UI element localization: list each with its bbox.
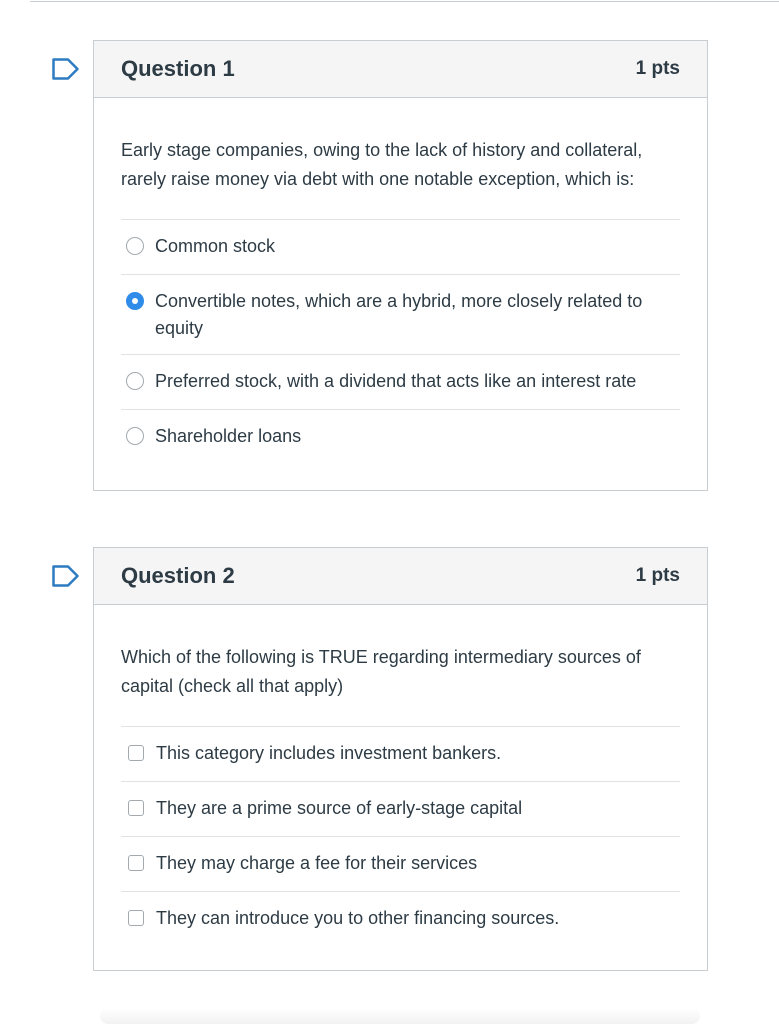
question-points: 1 pts	[635, 58, 680, 79]
checkbox[interactable]	[128, 800, 144, 816]
question-body	[94, 605, 707, 947]
checkbox[interactable]	[128, 910, 144, 926]
answer-option[interactable]	[121, 892, 680, 947]
question-title: Question 1	[121, 56, 235, 81]
answer-option[interactable]	[121, 837, 680, 892]
flag-question-icon[interactable]	[52, 565, 80, 587]
answer-option[interactable]	[121, 410, 680, 465]
question-header	[94, 41, 707, 98]
next-card-shadow	[100, 1008, 700, 1024]
answer-label: This category includes investment bankers.	[156, 743, 502, 763]
answer-label: They may charge a fee for their services	[156, 853, 478, 873]
answer-label: Shareholder loans	[155, 426, 302, 446]
question-card-2	[93, 547, 708, 971]
radio-button-selected[interactable]	[126, 292, 144, 310]
answer-label: Common stock	[155, 236, 276, 256]
question-header	[94, 548, 707, 605]
question-card-1	[93, 40, 708, 491]
answer-label: Convertible notes, which are a hybrid, more closely related to equity	[155, 291, 643, 338]
answer-option[interactable]	[121, 782, 680, 837]
answer-option[interactable]	[121, 727, 680, 782]
answer-list	[121, 219, 680, 465]
checkbox[interactable]	[128, 745, 144, 761]
question-text: Which of the following is TRUE regarding intermediary sources of capital (check all that apply)	[121, 647, 641, 696]
checkbox[interactable]	[128, 855, 144, 871]
answer-option[interactable]	[121, 220, 680, 275]
flag-question-icon[interactable]	[52, 58, 80, 80]
question-text: Early stage companies, owing to the lack of history and collateral, rarely raise money via debt with one notable exception, which is:	[121, 140, 643, 189]
radio-button[interactable]	[126, 427, 144, 445]
question-title: Question 2	[121, 563, 235, 588]
answer-option[interactable]	[121, 275, 680, 355]
answer-label: Preferred stock, with a dividend that acts like an interest rate	[155, 371, 637, 391]
answer-list	[121, 726, 680, 947]
question-points: 1 pts	[635, 565, 680, 586]
answer-label: They are a prime source of early-stage capital	[156, 798, 523, 818]
top-divider	[30, 1, 779, 2]
answer-option[interactable]	[121, 355, 680, 410]
question-body	[94, 98, 707, 465]
radio-button[interactable]	[126, 372, 144, 390]
answer-label: They can introduce you to other financing sources.	[156, 908, 560, 928]
radio-button[interactable]	[126, 237, 144, 255]
